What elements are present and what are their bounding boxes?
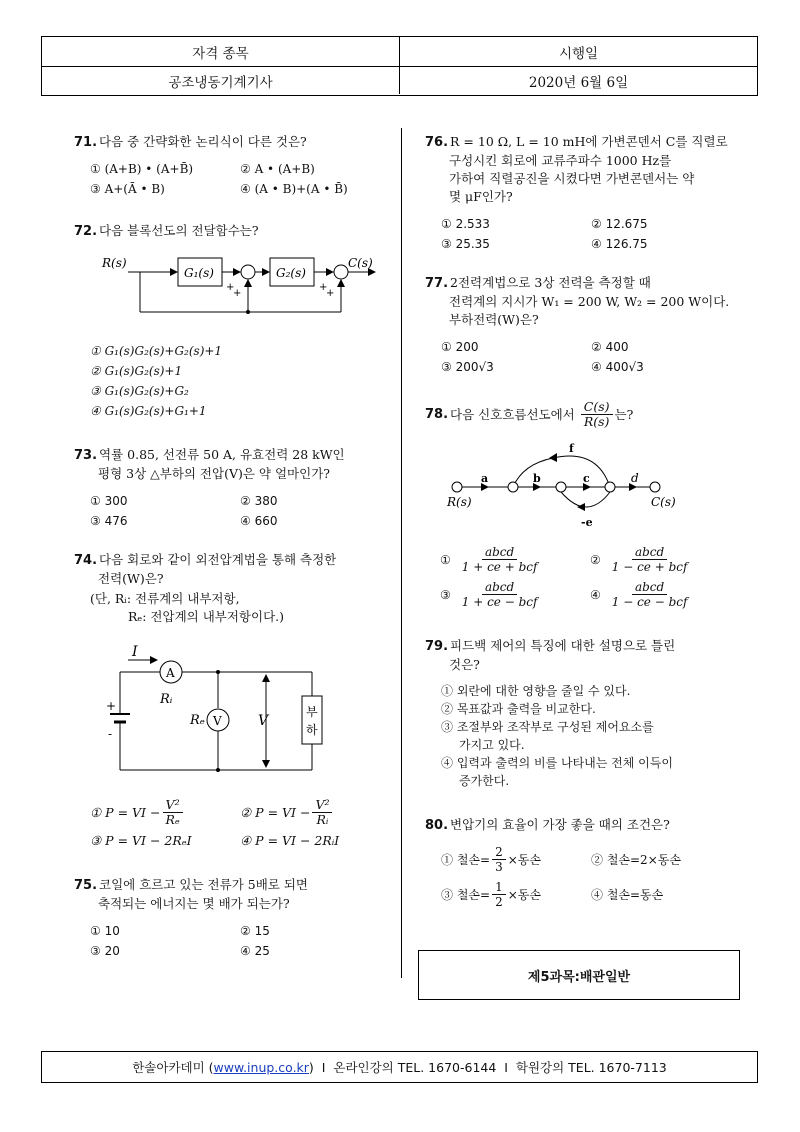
question-text: 역률 0.85, 선전류 50 A, 유효전력 28 kW인 — [99, 447, 345, 462]
question-note-2: Rₑ: 전압계의 내부저항이다.) — [128, 609, 285, 624]
option-1[interactable] — [441, 845, 591, 874]
frac-num: abcd — [632, 580, 667, 595]
option-1[interactable]: ① 10 — [90, 924, 120, 938]
option-2[interactable]: ② 철손=2×동손 — [591, 853, 681, 867]
question-note-1: (단, Rᵢ: 전류계의 내부저항, — [90, 591, 240, 606]
frac-den: 1 − ce + bcf — [611, 560, 688, 574]
option-2[interactable]: ② 380 — [240, 494, 278, 508]
option-4-cont: 증가한다. — [459, 774, 510, 788]
frac-den: 1 − ce − bcf — [611, 595, 688, 609]
question-71 — [74, 133, 394, 198]
question-number: 73. — [74, 448, 98, 463]
question-number: 71. — [74, 135, 98, 150]
option-1[interactable]: ① 2.533 — [441, 217, 490, 231]
option-mark: ④ — [590, 587, 601, 602]
question-number: 77. — [425, 276, 449, 291]
option-text: ×동손 — [507, 888, 541, 902]
question-74 — [74, 551, 394, 626]
circuit-diagram — [100, 640, 340, 780]
option-1[interactable]: ① 200 — [441, 340, 479, 354]
output-label: C(s) — [348, 256, 373, 270]
block-g2-label: G₂(s) — [276, 266, 306, 280]
block-diagram — [100, 250, 380, 330]
question-text-cont: 평형 3상 △부하의 전압(V)은 약 얼마인가? — [98, 466, 330, 481]
section-title-box — [418, 950, 740, 1000]
option-text: ① P = VI − — [90, 804, 161, 820]
node-2 — [556, 482, 566, 492]
option-2[interactable] — [590, 545, 750, 574]
option-4[interactable]: ④ 126.75 — [591, 237, 648, 251]
question-text: 2전력계법으로 3상 전력을 측정할 때 — [450, 275, 651, 290]
node-r — [452, 482, 462, 492]
footer-bar — [41, 1051, 758, 1083]
option-2[interactable]: ② 목표값과 출력을 비교한다. — [441, 702, 596, 716]
gain-b-label: b — [533, 472, 541, 485]
option-3[interactable] — [441, 880, 591, 909]
frac-num: 1 — [492, 880, 506, 895]
plus-sign: + — [319, 282, 328, 293]
option-2[interactable] — [240, 798, 334, 827]
option-4[interactable] — [590, 580, 750, 609]
question-text: 는? — [614, 406, 634, 422]
re-label: Rₑ — [190, 713, 205, 728]
option-3[interactable]: ③ 조절부와 조작부로 구성된 제어요소를 — [441, 720, 654, 734]
plus-sign: + — [326, 288, 335, 299]
option-2[interactable]: ② 12.675 — [591, 217, 648, 231]
summing-junction-2 — [334, 265, 348, 279]
frac-den: 1 + ce + bcf — [461, 560, 538, 574]
question-text-cont: 몇 μF인가? — [449, 189, 513, 204]
question-number: 72. — [74, 224, 98, 239]
frac-num: V² — [163, 798, 183, 813]
option-1[interactable]: ① 외란에 대한 영향을 줄일 수 있다. — [441, 684, 631, 698]
option-3[interactable]: ③ 476 — [90, 514, 128, 528]
question-text: 다음 신호흐름선도에서 — [450, 406, 575, 422]
voltmeter-label: V — [213, 714, 222, 728]
question-text-cont: 구성시킨 회로에 교류주파수 1000 Hz를 — [449, 153, 672, 168]
question-text: 다음 블록선도의 전달함수는? — [99, 223, 259, 238]
question-text-cont: 전력계의 지시가 W₁ = 200 W, W₂ = 200 W이다. — [449, 294, 730, 309]
question-72-options — [74, 342, 394, 420]
question-text-cont: 가하여 직렬공진을 시켰다면 가변콘덴서는 약 — [449, 171, 695, 186]
gain-c-label: c — [583, 472, 590, 485]
option-3[interactable]: ③ P = VI − 2RₑI — [90, 833, 192, 848]
option-4[interactable]: ④ 660 — [240, 514, 278, 528]
question-73 — [74, 446, 394, 530]
question-text: 피드백 제어의 특징에 대한 설명으로 틀린 — [450, 638, 676, 653]
option-4[interactable]: ④ 철손=동손 — [591, 888, 664, 902]
node-3 — [605, 482, 615, 492]
plus-sign: + — [106, 699, 117, 713]
option-2[interactable]: ② 400 — [591, 340, 629, 354]
frac-num: V² — [312, 798, 332, 813]
question-number: 79. — [425, 639, 449, 654]
frac-den: 1 + ce − bcf — [461, 595, 538, 609]
frac-den: 2 — [495, 895, 503, 909]
option-mark: ① — [440, 552, 451, 567]
question-72 — [74, 222, 394, 241]
node-1 — [508, 482, 518, 492]
header-col1-title: 자격 종목 — [192, 45, 249, 62]
question-77 — [425, 274, 760, 376]
question-text: 다음 중 간략화한 논리식이 다른 것은? — [99, 134, 307, 149]
footer-url-link[interactable]: www.inup.co.kr — [213, 1059, 309, 1075]
plus-sign: + — [226, 282, 235, 293]
voltage-label: V — [258, 713, 269, 729]
option-text: ① 철손= — [441, 853, 491, 867]
input-label: R(s) — [447, 495, 472, 509]
question-number: 75. — [74, 878, 98, 893]
question-79 — [425, 637, 760, 790]
question-text-cont: 것은? — [449, 657, 480, 672]
option-3[interactable]: ③ 200√3 — [441, 360, 494, 374]
footer-contact: ) I 온라인강의 TEL. 1670-6144 I 학원강의 TEL. 1670-7113 — [308, 1060, 667, 1075]
output-label: C(s) — [651, 495, 676, 509]
option-1[interactable]: ① G₁(s)G₂(s)+G₂(s)+1 — [90, 344, 223, 358]
minus-sign: - — [108, 727, 113, 741]
option-1[interactable]: ① (A+B) • (A+B̄) — [90, 162, 194, 176]
option-text: ② P = VI − — [240, 804, 311, 820]
option-1[interactable] — [440, 545, 590, 574]
option-4[interactable]: ④ P = VI − 2RᵢI — [240, 833, 340, 848]
frac-num: abcd — [632, 545, 667, 560]
question-text: 변압기의 효율이 가장 좋을 때의 조건은? — [450, 817, 670, 832]
node-c — [650, 482, 660, 492]
option-4[interactable]: ④ 입력과 출력의 비를 나타내는 전체 이득이 — [441, 756, 673, 770]
question-number: 76. — [425, 135, 449, 150]
column-divider — [401, 128, 402, 978]
plus-sign: + — [233, 288, 242, 299]
option-mark: ③ — [440, 587, 451, 602]
option-4[interactable]: ④ G₁(s)G₂(s)+G₁+1 — [90, 404, 207, 418]
question-text-cont: 축적되는 에너지는 몇 배가 되는가? — [98, 896, 290, 911]
question-76 — [425, 133, 760, 253]
gain-d-label: d — [631, 471, 639, 485]
option-1[interactable]: ① 300 — [90, 494, 128, 508]
frac-den: 3 — [495, 860, 503, 874]
question-number: 80. — [425, 818, 449, 833]
ammeter-label: A — [166, 666, 175, 680]
frac-num: abcd — [482, 545, 517, 560]
gain-e-label: -e — [581, 516, 593, 529]
frac-den: R(s) — [583, 414, 610, 429]
header-col2-title: 시행일 — [399, 37, 757, 66]
option-3[interactable]: ③ 20 — [90, 944, 120, 958]
question-text-cont: 전력(W)은? — [98, 571, 164, 586]
exam-header-table — [41, 36, 758, 96]
frac-den: Rᵢ — [316, 811, 329, 827]
footer-academy: 한솔아카데미 ( — [132, 1060, 214, 1075]
option-3-cont: 가지고 있다. — [459, 738, 525, 752]
ri-label: Rᵢ — [160, 692, 173, 707]
gain-a-label: a — [481, 472, 489, 485]
option-4[interactable]: ④ (A • B)+(A • B̄) — [240, 182, 348, 196]
question-text-cont: 부하전력(W)은? — [449, 312, 539, 327]
frac-den: Rₑ — [165, 811, 180, 827]
load-label: 하 — [306, 723, 318, 737]
input-label: R(s) — [102, 256, 127, 270]
option-text: ③ 철손= — [441, 888, 491, 902]
question-text: 코일에 흐르고 있는 전류가 5배로 되면 — [99, 877, 308, 892]
option-1[interactable] — [90, 798, 240, 827]
question-number: 74. — [74, 553, 98, 568]
exam-date: 2020년 6월 6일 — [399, 67, 757, 94]
question-78-options — [440, 545, 760, 609]
frac-num: abcd — [482, 580, 517, 595]
section-title: 제5과목:배관일반 — [527, 969, 631, 985]
option-4[interactable]: ④ 25 — [240, 944, 270, 958]
question-text: 다음 회로와 같이 외전압계법을 통해 측정한 — [99, 552, 337, 567]
option-2[interactable]: ② A • (A+B) — [240, 162, 315, 176]
load-label: 부 — [306, 705, 318, 719]
question-number: 78. — [425, 406, 449, 422]
option-3[interactable]: ③ A+(Ā • B) — [90, 182, 165, 196]
current-label: I — [132, 644, 138, 660]
option-3[interactable]: ③ G₁(s)G₂(s)+G₂ — [90, 384, 189, 398]
question-75 — [74, 876, 394, 960]
option-3[interactable]: ③ 25.35 — [441, 237, 490, 251]
question-80 — [425, 816, 760, 909]
summing-junction-1 — [241, 265, 255, 279]
frac-num: C(s) — [581, 400, 613, 415]
question-74-options — [90, 795, 390, 848]
exam-name: 공조냉동기계기사 — [168, 74, 273, 91]
option-text: ×동손 — [507, 853, 541, 867]
block-g1-label: G₁(s) — [184, 266, 214, 280]
signal-flow-graph — [445, 440, 695, 530]
question-78 — [425, 400, 760, 429]
option-mark: ② — [590, 552, 601, 567]
question-text: R = 10 Ω, L = 10 mH에 가변콘덴서 C를 직렬로 — [450, 134, 728, 149]
gain-f-label: f — [569, 442, 574, 455]
option-3[interactable] — [440, 580, 590, 609]
option-2[interactable]: ② 15 — [240, 924, 270, 938]
option-2[interactable]: ② G₁(s)G₂(s)+1 — [90, 364, 183, 378]
option-4[interactable]: ④ 400√3 — [591, 360, 644, 374]
frac-num: 2 — [492, 845, 506, 860]
